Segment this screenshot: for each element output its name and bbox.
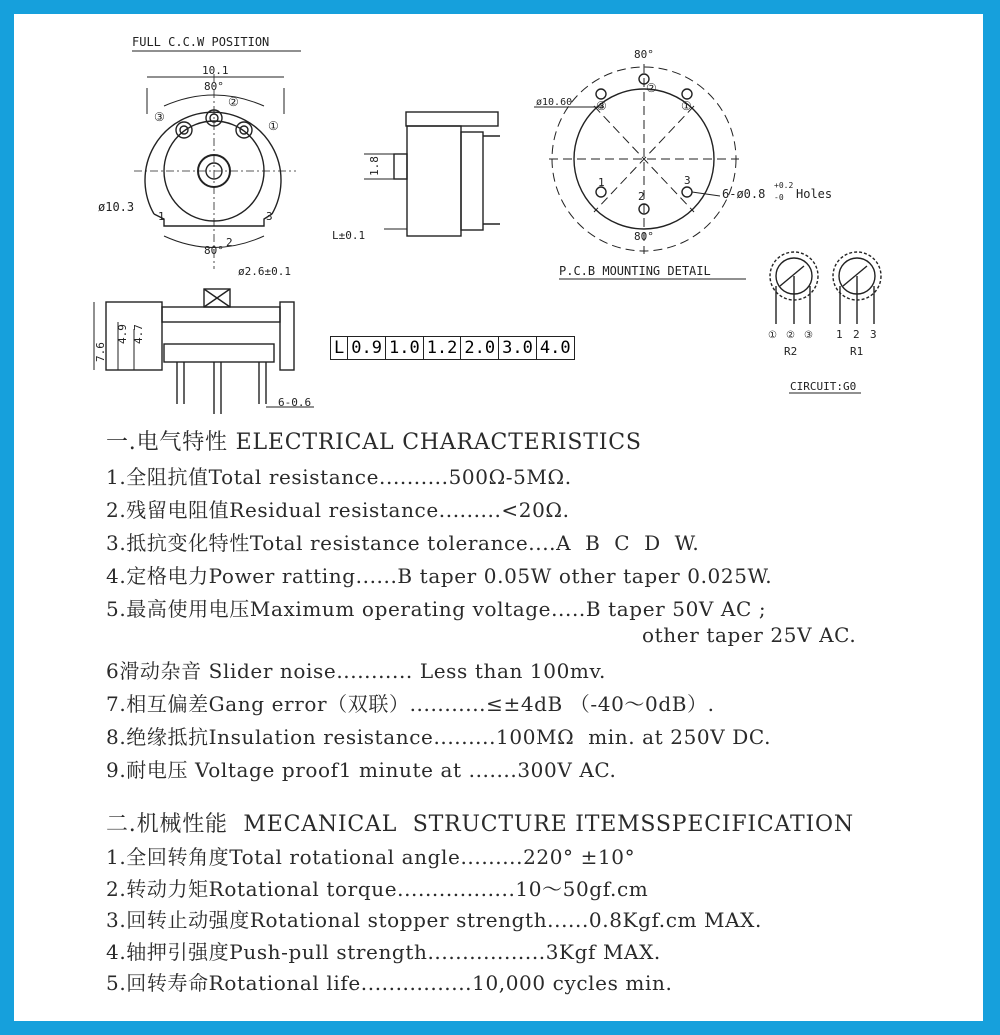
circuit-label: CIRCUIT:G0: [790, 380, 857, 393]
dim-width: 10.1: [202, 64, 229, 77]
electrical-item-6: 6滑动杂音 Slider noise........... Less than 100mv.: [106, 659, 606, 683]
electrical-item-9: 9.耐电压 Voltage proof1 minute at .......300V AC.: [106, 758, 617, 782]
technical-drawing: [14, 14, 983, 434]
circuit-r1-label: R1: [850, 345, 864, 358]
bottom-dim-shaft: ø2.6±0.1: [238, 265, 291, 278]
length-table-cell: 3.0: [499, 337, 537, 360]
electrical-item-2: 2.残留电阻值Residual resistance.........<20Ω.: [106, 498, 570, 522]
pcb-angle-top: 80°: [634, 48, 654, 61]
pin-label-2-circled: ②: [228, 95, 239, 109]
circuit-r2-pin-2: ②: [786, 330, 795, 341]
circuit-r1-pin-2: 2: [853, 328, 860, 341]
circuit-r2-pin-1: ①: [768, 330, 777, 341]
electrical-item-4: 4.定格电力Power ratting......B taper 0.05W other taper 0.025W.: [106, 564, 773, 588]
mechanical-item-2: 2.转动力矩Rotational torque.................10～50gf.cm: [106, 877, 649, 901]
pcb-title: P.C.B MOUNTING DETAIL: [559, 264, 711, 278]
length-table-cell: 2.0: [461, 337, 499, 360]
dim-diameter: ø10.3: [98, 200, 135, 214]
bottom-dim-pins: 6-0.6: [278, 396, 312, 409]
holes-tol-plus: +0.2: [774, 181, 794, 190]
electrical-item-7: 7.相互偏差Gang error（双联）...........≤±4dB （-40～0dB）.: [106, 692, 715, 716]
holes-suffix: Holes: [796, 187, 833, 201]
mechanical-item-1: 1.全回转角度Total rotational angle.........220° ±10°: [106, 845, 636, 869]
electrical-item-1: 1.全阻抗值Total resistance..........500Ω-5MΩ.: [106, 465, 572, 489]
pcb-diameter: ø10.60: [536, 97, 573, 108]
length-table-cell: L: [331, 337, 348, 360]
length-table-cell: 1.0: [385, 337, 423, 360]
length-table: [330, 336, 575, 360]
side-dim-height: 1.8: [368, 156, 381, 176]
bottom-dim-7-6: 7.6: [94, 342, 107, 362]
dim-angle-top: 80°: [204, 80, 224, 93]
pin-label-2: 2: [226, 236, 233, 249]
pcb-angle-bottom: 80°: [634, 230, 654, 243]
pin-label-1-circled: ①: [268, 119, 279, 133]
pcb-hole-label-1: 1: [598, 176, 605, 189]
circuit-drawing: [770, 252, 881, 393]
mechanical-item-3: 3.回转止动强度Rotational stopper strength......0.8Kgf.cm MAX.: [106, 908, 762, 932]
mechanical-item-4: 4.轴押引强度Push-pull strength.................3Kgf MAX.: [106, 940, 661, 964]
holes-prefix: 6-ø0.8: [722, 187, 766, 201]
circuit-r2-pin-3: ③: [804, 330, 813, 341]
pcb-hole-label-3: 3: [684, 174, 691, 187]
length-table-cell: 1.2: [423, 337, 461, 360]
mechanical-item-5: 5.回转寿命Rotational life................10,000 cycles min.: [106, 971, 673, 995]
front-view-title: FULL C.C.W POSITION: [132, 35, 270, 49]
circuit-r1-pin-3: 3: [870, 328, 877, 341]
pin-label-1: 1: [158, 210, 165, 223]
circuit-r2-label: R2: [784, 345, 798, 358]
electrical-item-3: 3.抵抗变化特性Total resistance tolerance....A B C D W.: [106, 531, 700, 555]
side-dim-length: L±0.1: [332, 229, 366, 242]
pcb-hole-label-2-circled: ②: [646, 81, 657, 95]
electrical-item-8: 8.绝缘抵抗Insulation resistance.........100MΩ min. at 250V DC.: [106, 725, 772, 749]
length-table-cell: 4.0: [536, 337, 574, 360]
length-table-cell: 0.9: [348, 337, 386, 360]
length-table-row: [331, 337, 575, 360]
side-view-drawing: [364, 112, 500, 236]
electrical-item-5: 5.最高使用电压Maximum operating voltage.....B taper 50V AC ;: [106, 597, 767, 621]
electrical-item-5-continued: other taper 25V AC.: [642, 623, 857, 647]
pcb-hole-label-3-circled: ③: [596, 99, 607, 113]
spec-sheet: [14, 14, 983, 1021]
bottom-dim-4-9: 4.9: [116, 324, 129, 344]
pin-label-3: 3: [266, 210, 273, 223]
mechanical-heading: 二.机械性能 MECANICAL STRUCTURE ITEMSSPECIFICATION: [106, 812, 854, 837]
circuit-r1-pin-1: 1: [836, 328, 843, 341]
pcb-hole-label-1-circled: ①: [681, 99, 692, 113]
holes-tol-minus: -0: [774, 193, 784, 202]
electrical-heading: 一.电气特性 ELECTRICAL CHARACTERISTICS: [106, 430, 642, 455]
pcb-hole-label-2: 2: [638, 190, 645, 203]
bottom-dim-4-7: 4.7: [132, 324, 145, 344]
dim-angle-bottom: 80°: [204, 244, 224, 257]
pin-label-3-circled: ③: [154, 110, 165, 124]
